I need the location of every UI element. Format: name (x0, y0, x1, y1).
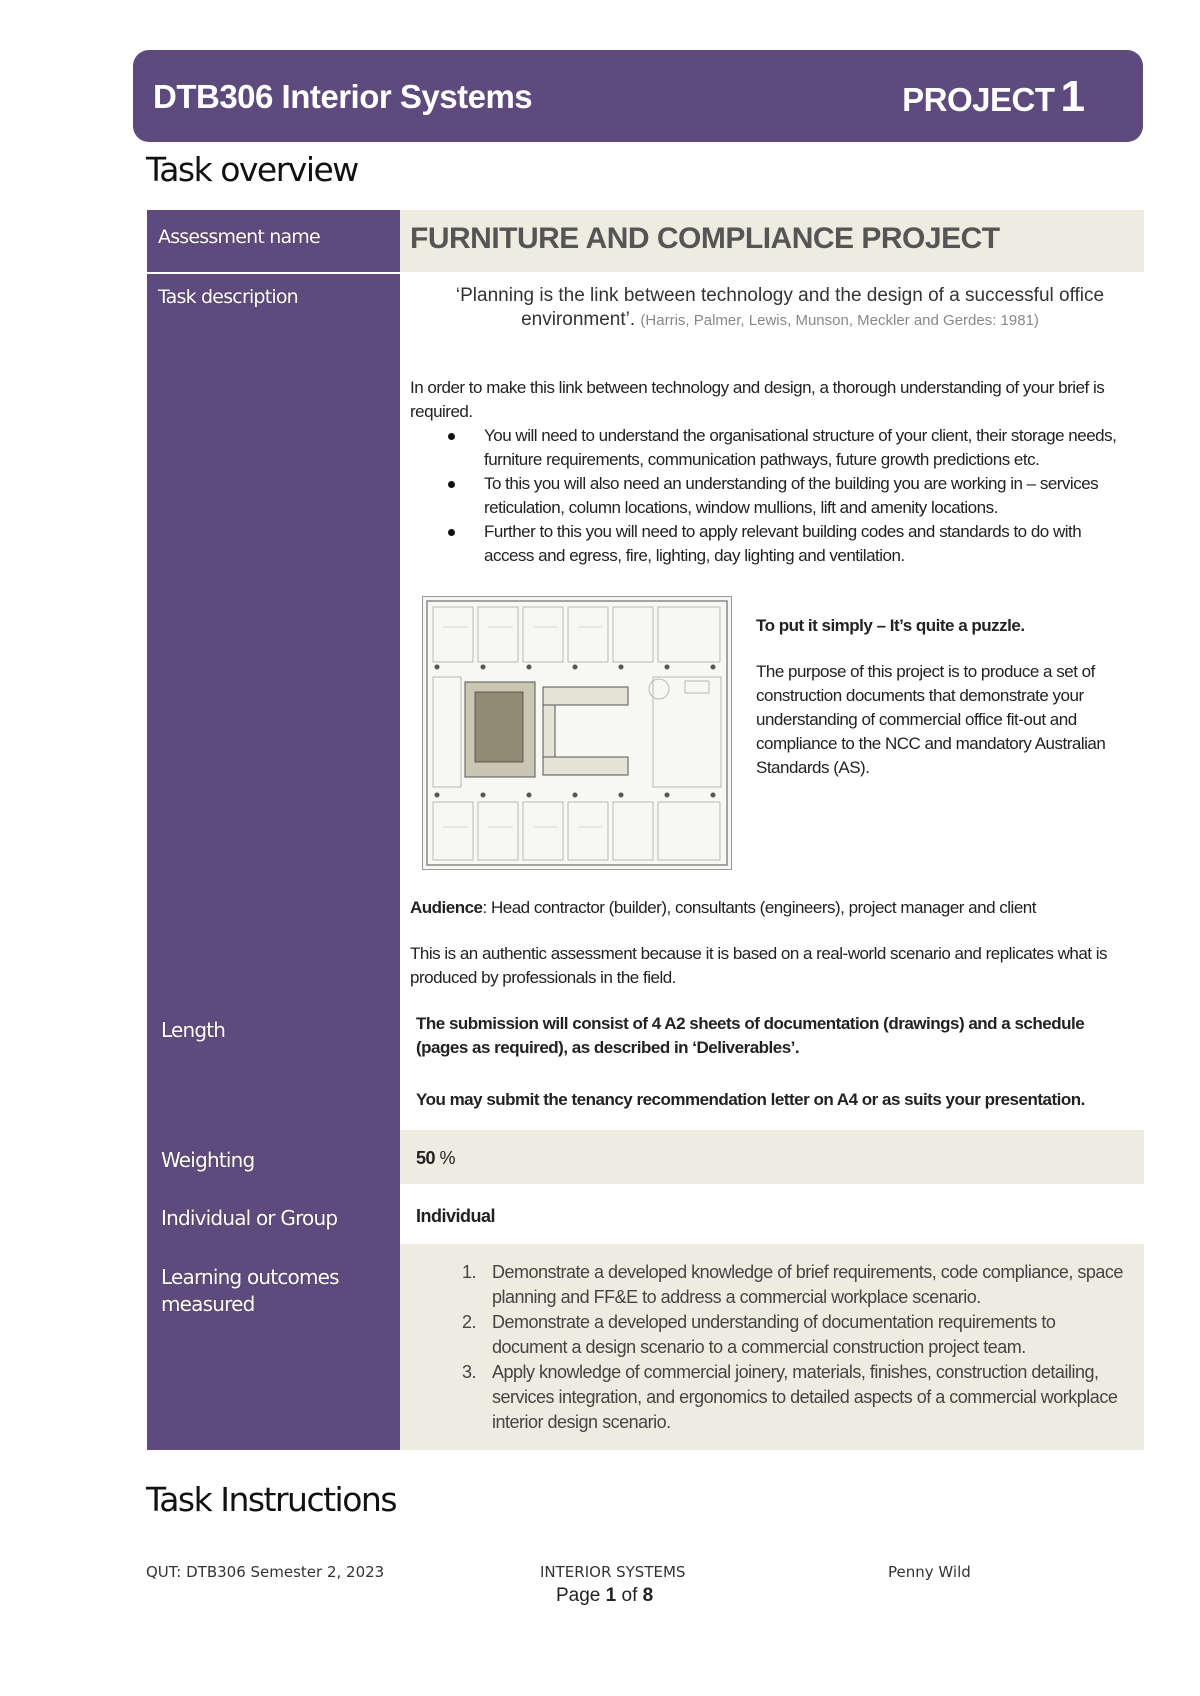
task-instructions-heading: Task Instructions (146, 1480, 397, 1519)
individual-value: Individual (416, 1206, 496, 1226)
quote-citation: (Harris, Palmer, Lewis, Munson, Meckler and Gerdes: 1981) (640, 312, 1039, 329)
task-overview-heading: Task overview (146, 150, 358, 189)
label-weighting: Weighting (161, 1148, 255, 1172)
footer-center: INTERIOR SYSTEMS (540, 1563, 686, 1581)
audience-text: Audience: Head contractor (builder), consultants (engineers), project manager and client (410, 898, 1036, 917)
project-word: PROJECT (902, 81, 1055, 118)
outcome-item: 2. Demonstrate a developed understanding of documentation requirements to document a design scenario to a commercial construction project team. (462, 1312, 1056, 1357)
project-number: 1 (1060, 72, 1085, 121)
length-text-2: You may submit the tenancy recommendation letter on A4 or as suits your presentation. (416, 1090, 1085, 1109)
label-learning-outcomes: Learning outcomes measured (161, 1265, 339, 1316)
outcome-item: 1. Demonstrate a developed knowledge of brief requirements, code compliance, space planning and FF&E to address a commercial workplace scenario. (462, 1262, 1123, 1307)
bullet-item: You will need to understand the organisational structure of your client, their storage needs, furniture requirements, communication pathways, future growth predictions etc. (410, 424, 1132, 472)
bullet-item: Further to this you will need to apply relevant building codes and standards to do with access and egress, fire, lighting, day lighting and ventilation. (410, 520, 1132, 568)
floor-plan-svg (423, 597, 731, 869)
purpose-text: The purpose of this project is to produce a set of construction documents that demonstrate your understanding of commercial office fit-out and compliance to the NCC and mandatory Australian Standards (AS). (756, 662, 1106, 777)
bullet-icon (448, 529, 455, 536)
office-floor-plan-image (422, 596, 732, 870)
task-intro: In order to make this link between technology and design, a thorough understanding of your brief is required. (410, 378, 1105, 421)
bullet-icon (448, 433, 455, 440)
label-divider (147, 272, 400, 274)
page-number: Page 1 of 8 (556, 1585, 654, 1606)
footer-left: QUT: DTB306 Semester 2, 2023 (146, 1563, 385, 1581)
weighting-cell (400, 1130, 1144, 1184)
outcome-item: 3. Apply knowledge of commercial joinery, materials, finishes, construction detailing, services integration, and ergonomics to detailed aspects of a commercial workplace interior design scenario. (462, 1362, 1118, 1432)
quote-text: ‘Planning is the link between technology and the design of a successful office environment’. (455, 285, 1105, 330)
footer-right: Penny Wild (888, 1563, 971, 1581)
learning-outcomes-list (410, 1260, 1130, 1435)
course-title: DTB306 Interior Systems (153, 78, 533, 115)
label-individual: Individual or Group (161, 1206, 338, 1230)
label-task-description: Task description (158, 286, 298, 308)
project-label (902, 72, 1085, 122)
quote (420, 284, 1140, 333)
puzzle-heading: To put it simply – It’s quite a puzzle. (756, 616, 1025, 635)
header-banner (133, 50, 1143, 142)
length-text-1: The submission will consist of 4 A2 sheets of documentation (drawings) and a schedule (pages as required), as described in ‘Deliverables’. (416, 1014, 1085, 1057)
weighting-value: 50 % (416, 1148, 456, 1168)
label-length: Length (161, 1018, 226, 1042)
bullet-icon (448, 481, 455, 488)
audience-label: Audience (410, 898, 483, 917)
assessment-name: FURNITURE AND COMPLIANCE PROJECT (410, 222, 1000, 255)
bullet-item: To this you will also need an understanding of the building you are working in – services reticulation, column locations, window mullions, lift and amenity locations. (410, 472, 1132, 520)
task-bullets (410, 424, 1132, 568)
label-assessment-name: Assessment name (158, 226, 320, 248)
authentic-text: This is an authentic assessment because it is based on a real-world scenario and replicates what is produced by professionals in the field. (410, 944, 1107, 987)
